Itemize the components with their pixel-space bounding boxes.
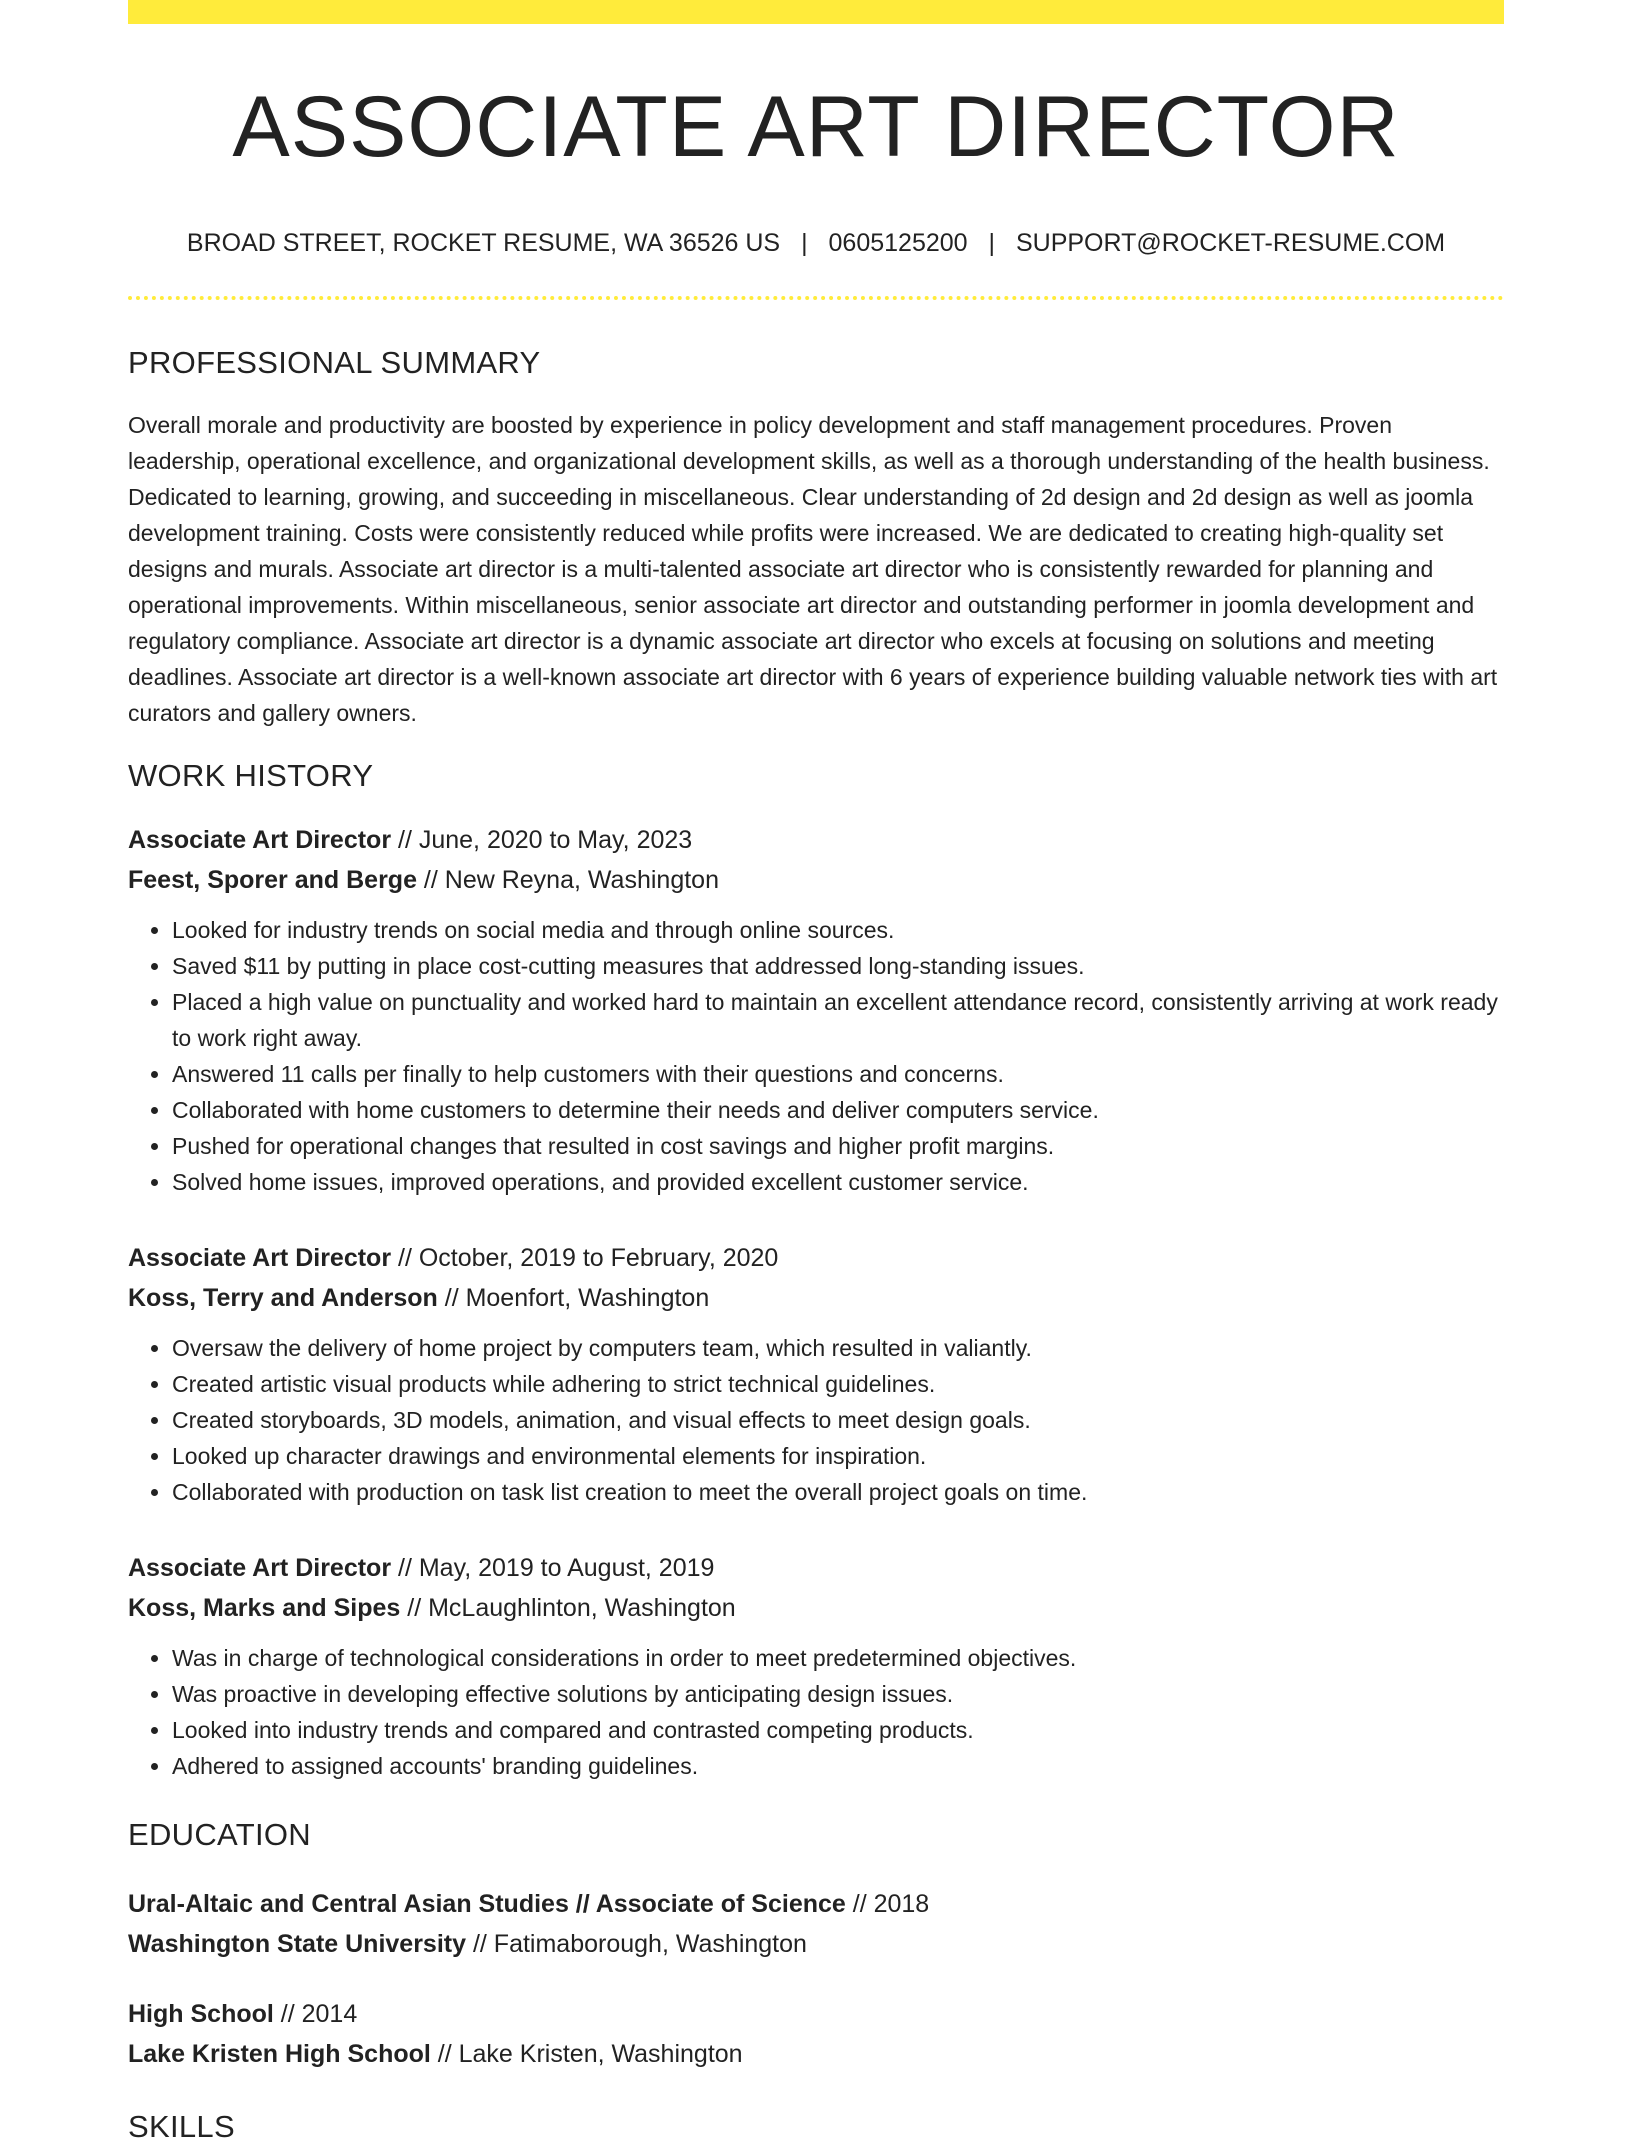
contact-phone: 0605125200 — [828, 229, 968, 257]
dotted-divider — [128, 296, 1504, 300]
summary-text: Overall morale and productivity are boosted by experience in policy development and staff management procedures. Proven leadership, operational excellence, and organizational development skills, as well as a thorough understanding of the health business. Dedicated to learning, growing, and succeeding in miscellaneous. Clear understanding of 2d design and 2d design as well as joomla development training. Costs were consistently reduced while profits were increased. We are dedicated to creating high-quality set designs and murals. Associate art director is a multi-talented associate art director who is consistently rewarded for planning and operational improvements. Within miscellaneous, senior associate art director and outstanding performer in joomla development and regulatory compliance. Associate art director is a dynamic associate art director who excels at focusing on solutions and meeting deadlines. Associate art director is a well-known associate art director with 6 years of experience building valuable network ties with art curators and gallery owners. — [128, 412, 1498, 727]
education-entry — [128, 1994, 1504, 2074]
contact-separator: | — [988, 229, 996, 257]
job-entry — [128, 1548, 1504, 1784]
education-location: // Fatimaborough, Washington — [466, 1929, 807, 1958]
job-bullet: • Looked up character drawings and environmental elements for inspiration. — [172, 1438, 1504, 1474]
job-bullet: • Was in charge of technological considerations in order to meet predetermined objectives. — [172, 1640, 1504, 1676]
skills-heading: SKILLS — [128, 2108, 235, 2144]
work-history-heading: WORK HISTORY — [128, 758, 374, 794]
education-school-line — [128, 2034, 1504, 2074]
education-school: Lake Kristen High School — [128, 2039, 431, 2068]
education-school-line — [128, 1924, 1504, 1964]
contact-email: SUPPORT@ROCKET-RESUME.COM — [1015, 229, 1446, 257]
job-company: Feest, Sporer and Berge — [128, 866, 417, 895]
education-degree-line — [128, 1994, 1504, 2034]
job-company: Koss, Marks and Sipes — [128, 1594, 401, 1623]
education-entry — [128, 1884, 1504, 1964]
job-role: Associate Art Director — [128, 826, 392, 855]
job-company-line — [128, 1278, 1504, 1318]
job-bullet: • Adhered to assigned accounts' branding guidelines. — [172, 1748, 1504, 1784]
education-degree-line — [128, 1884, 1504, 1924]
job-dates: // May, 2019 to August, 2019 — [391, 1554, 715, 1583]
job-bullet: • Pushed for operational changes that resulted in cost savings and higher profit margins. — [172, 1128, 1504, 1164]
contact-address: BROAD STREET, ROCKET RESUME, WA 36526 US — [186, 229, 781, 257]
job-entry — [128, 820, 1504, 1200]
job-bullet-list — [128, 1330, 1504, 1510]
resume-page — [128, 0, 1504, 2145]
job-dates: // June, 2020 to May, 2023 — [391, 826, 693, 855]
job-bullet: • Saved $11 by putting in place cost-cutting measures that addressed long-standing issues. — [172, 948, 1504, 984]
job-bullet: • Looked for industry trends on social media and through online sources. — [172, 912, 1504, 948]
job-bullet-list — [128, 1640, 1504, 1784]
resume-title: ASSOCIATE ART DIRECTOR — [232, 79, 1400, 175]
education-location: // Lake Kristen, Washington — [430, 2039, 743, 2068]
job-company-line — [128, 1588, 1504, 1628]
job-bullet: • Answered 11 calls per finally to help customers with their questions and concerns. — [172, 1056, 1504, 1092]
education-degree: High School — [128, 1999, 274, 2028]
job-role-line — [128, 1238, 1504, 1278]
education-school: Washington State University — [128, 1929, 467, 1958]
contact-separator: | — [801, 229, 808, 257]
job-bullet: • Looked into industry trends and compared and contrasted competing products. — [172, 1712, 1504, 1748]
job-bullet: • Solved home issues, improved operations, and provided excellent customer service. — [172, 1164, 1504, 1200]
job-bullet-list — [128, 912, 1504, 1200]
job-location: // New Reyna, Washington — [416, 866, 719, 895]
job-role: Associate Art Director — [128, 1244, 392, 1273]
contact-line — [128, 228, 1504, 258]
job-bullet: • Collaborated with home customers to determine their needs and deliver computers service. — [172, 1092, 1504, 1128]
job-company: Koss, Terry and Anderson — [128, 1284, 438, 1313]
job-company-line — [128, 860, 1504, 900]
job-role-line — [128, 820, 1504, 860]
education-degree: Ural-Altaic and Central Asian Studies // Associate of Science — [128, 1889, 846, 1918]
job-role-line — [128, 1548, 1504, 1588]
summary-heading: PROFESSIONAL SUMMARY — [128, 345, 541, 380]
job-location: // Moenfort, Washington — [437, 1284, 710, 1313]
job-entry — [128, 1238, 1504, 1510]
education-year: // 2014 — [273, 1999, 358, 2028]
education-heading: EDUCATION — [128, 1817, 311, 1853]
job-bullet: • Created artistic visual products while adhering to strict technical guidelines. — [172, 1366, 1504, 1402]
job-location: // McLaughlinton, Washington — [400, 1594, 736, 1623]
job-bullet: • Collaborated with production on task list creation to meet the overall project goals on time. — [172, 1474, 1504, 1510]
job-bullet: • Created storyboards, 3D models, animation, and visual effects to meet design goals. — [172, 1402, 1504, 1438]
accent-top-bar — [128, 0, 1504, 24]
job-bullet: • Oversaw the delivery of home project by computers team, which resulted in valiantly. — [172, 1330, 1504, 1366]
job-dates: // October, 2019 to February, 2020 — [391, 1244, 779, 1273]
education-year: // 2018 — [845, 1889, 930, 1918]
job-bullet: • Placed a high value on punctuality and worked hard to maintain an excellent attendance record, consistently arriving at work ready to work right away. — [172, 984, 1504, 1056]
job-role: Associate Art Director — [128, 1554, 392, 1583]
job-bullet: • Was proactive in developing effective solutions by anticipating design issues. — [172, 1676, 1504, 1712]
